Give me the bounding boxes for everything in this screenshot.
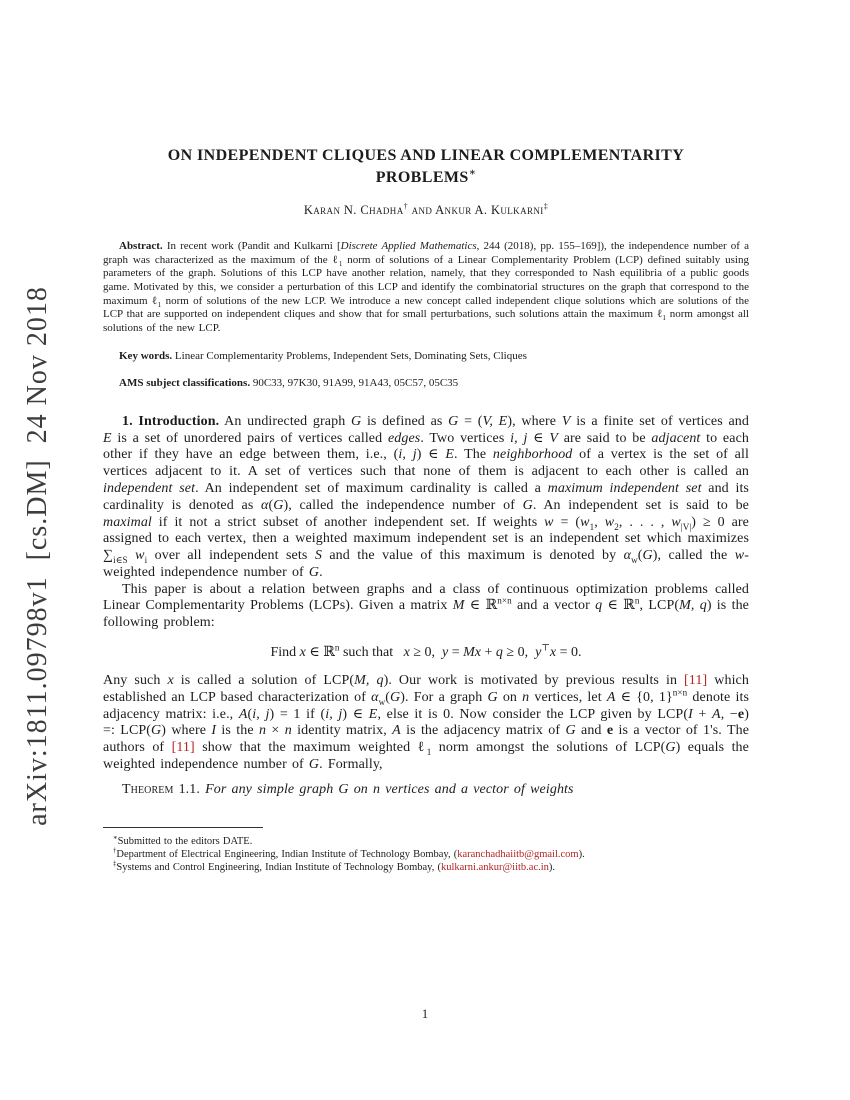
text-segment: is called a solution of LCP( xyxy=(173,673,355,689)
text-segment: adjacent xyxy=(651,430,701,446)
text-segment: ) ≥ 0 are assigned to each vertex, then a weighted maximum independent set is an independent set which maximizes ∑ xyxy=(103,514,749,564)
text-segment: Submitted to the editors DATE. xyxy=(117,835,253,847)
text-segment: ) =: LCP( xyxy=(103,706,749,739)
text-segment: n xyxy=(522,689,530,705)
footnote-author-1 xyxy=(103,848,749,861)
text-segment: y xyxy=(535,645,542,661)
text-segment: Key words. xyxy=(119,349,173,362)
text-segment: = ( xyxy=(553,514,581,530)
text-segment: G xyxy=(448,413,459,429)
text-segment: 2 xyxy=(614,521,619,532)
text-segment: neighborhood xyxy=(492,447,573,463)
text-segment: ( xyxy=(385,689,390,705)
text-segment: and xyxy=(575,723,607,739)
text-segment: ‡ xyxy=(543,202,549,212)
text-segment: . The xyxy=(454,447,493,463)
text-segment: = 0. xyxy=(556,645,582,661)
text-segment: I xyxy=(211,723,217,739)
text-segment: , else it is 0. Now consider the LCP given by LCP( xyxy=(377,706,689,722)
theorem-1-1-statement xyxy=(103,782,749,799)
text-segment: n xyxy=(259,723,267,739)
footnote-author-2 xyxy=(103,861,749,874)
text-segment: n xyxy=(284,723,292,739)
text-segment: show that the maximum weighted ℓ xyxy=(194,740,427,756)
text-segment: A xyxy=(392,723,401,739)
text-segment: w xyxy=(631,554,638,565)
text-segment: , 244 (2018), pp. 155–169]), the independence number of a graph was characterized as the maximum of the ℓ xyxy=(103,240,749,266)
text-segment: AMS subject classifications. xyxy=(119,376,251,389)
text-segment: and the value of this maximum is denoted by xyxy=(321,548,624,564)
text-segment: such that xyxy=(339,645,404,661)
text-segment: . xyxy=(319,564,323,580)
text-segment: is a finite set of vertices and xyxy=(570,413,749,429)
text-segment: G xyxy=(390,689,401,705)
text-segment: is defined as xyxy=(361,413,449,429)
text-segment: G xyxy=(565,723,576,739)
text-segment: of a vertex is the set of all vertices adjacent to it. A set of vertices such that none of them is adjacent to each other is called an xyxy=(103,447,749,480)
text-segment: An undirected graph xyxy=(219,413,352,429)
keywords-line xyxy=(103,349,749,363)
text-segment: q xyxy=(595,598,603,614)
text-segment: |V| xyxy=(680,521,692,532)
text-segment: 1 xyxy=(338,260,343,268)
text-segment: For any simple graph G on n vertices and a vector of weights xyxy=(199,781,574,797)
text-segment: . An independent set is said to be xyxy=(532,497,749,513)
text-segment: 1 xyxy=(589,521,595,532)
text-segment: x xyxy=(549,645,557,661)
text-segment: = ( xyxy=(458,413,483,429)
text-segment: w xyxy=(378,696,386,707)
text-segment: i, j xyxy=(398,447,417,463)
footnotes-section xyxy=(103,827,749,875)
text-segment: 1. Introduction. xyxy=(122,413,220,429)
text-segment: = xyxy=(448,645,464,661)
text-segment: i∈S xyxy=(113,554,128,565)
paper-title xyxy=(103,145,749,188)
text-segment: ), called the independence number of xyxy=(283,497,523,513)
text-segment: A xyxy=(606,689,616,705)
text-segment: n xyxy=(334,642,340,653)
text-segment: ). xyxy=(578,848,585,860)
text-segment: w xyxy=(671,514,681,530)
text-segment: G xyxy=(151,723,162,739)
text-segment: V, E xyxy=(482,413,508,429)
text-segment: , xyxy=(594,514,605,530)
text-segment: , . . . , xyxy=(618,514,672,530)
text-segment: independent set xyxy=(103,480,196,496)
text-segment: Karan N. Chadha xyxy=(303,203,404,218)
text-segment: M, q xyxy=(354,673,384,689)
text-segment: 90C33, 97K30, 91A99, 91A43, 05C57, 05C35 xyxy=(250,376,459,389)
text-segment: ON INDEPENDENT CLIQUES AND LINEAR COMPLEMENTARITY xyxy=(167,147,685,164)
text-segment: w xyxy=(580,514,590,530)
footnote-rule xyxy=(103,827,263,828)
text-segment: is a set of unordered pairs of vertices called xyxy=(111,430,388,446)
text-segment: and Ankur A. Kulkarni xyxy=(408,203,544,218)
text-segment: which established an LCP based characterization of xyxy=(103,673,749,705)
text-segment: S xyxy=(314,548,322,564)
intro-paragraph-2 xyxy=(103,582,749,632)
text-segment: † xyxy=(403,202,409,212)
text-segment: w xyxy=(734,548,745,564)
text-segment: identity matrix, xyxy=(291,723,393,739)
lcp-definition-equation xyxy=(103,644,749,661)
text-segment: . Two vertices xyxy=(420,430,511,446)
text-segment: ∗ xyxy=(113,834,118,842)
text-segment: G xyxy=(522,497,533,513)
text-segment: is the xyxy=(216,723,260,739)
abstract-paragraph xyxy=(103,240,749,335)
text-segment: is the adjacency matrix of xyxy=(400,723,566,739)
text-segment: × xyxy=(266,723,285,739)
text-segment: x xyxy=(299,645,306,661)
text-segment: A xyxy=(712,706,721,722)
text-segment: G xyxy=(642,548,653,564)
text-segment: ), where xyxy=(507,413,562,429)
text-segment: ). Our work is motivated by previous results in xyxy=(383,673,685,689)
text-segment: α xyxy=(371,689,379,705)
text-segment: . Formally, xyxy=(319,757,383,773)
text-segment: I xyxy=(688,706,693,722)
page-number: 1 xyxy=(421,1007,429,1021)
text-segment: are said to be xyxy=(557,430,652,446)
text-segment: Mx xyxy=(463,645,482,661)
text-segment: if it not a strict subset of another independent set. If weights xyxy=(151,514,545,530)
text-segment: ≥ 0, xyxy=(409,645,442,661)
text-segment: w xyxy=(544,514,554,530)
text-segment: Department of Electrical Engineering, Indian Institute of Technology Bombay, ( xyxy=(116,848,458,860)
text-segment: i, j xyxy=(510,430,528,446)
text-segment: 1 xyxy=(157,300,162,309)
text-segment: over all independent sets xyxy=(147,548,315,564)
text-segment: ). For a graph xyxy=(400,689,488,705)
text-segment: maximal xyxy=(103,514,152,530)
text-segment: + xyxy=(481,645,496,661)
link[interactable]: [11] xyxy=(171,740,195,756)
text-segment: maximum independent set xyxy=(547,480,702,496)
text-segment: n xyxy=(634,595,640,606)
text-segment: on xyxy=(497,689,523,705)
text-segment: V xyxy=(549,430,558,446)
text-segment: ∗ xyxy=(468,167,477,179)
link[interactable]: kulkarni.ankur@iitb.ac.in xyxy=(440,862,549,874)
text-segment: . An independent set of maximum cardinality is called a xyxy=(195,480,548,496)
text-segment: ), called the xyxy=(652,548,735,564)
text-segment: to each other if they have an edge between them, i.e., ( xyxy=(103,430,749,463)
text-segment: is a vector of 1's. The authors of xyxy=(103,723,750,756)
text-segment: 1 xyxy=(426,747,432,758)
text-segment: ) ∈ xyxy=(416,447,446,463)
text-segment: ( xyxy=(637,548,643,564)
text-segment: Systems and Control Engineering, Indian Institute of Technology Bombay, ( xyxy=(116,862,441,874)
text-segment: α xyxy=(261,497,269,513)
text-segment: Abstract. xyxy=(119,240,163,253)
text-segment: ) where xyxy=(161,723,212,739)
text-segment: norm amongst all solutions of the new LCP. xyxy=(103,308,749,334)
intro-paragraph-3 xyxy=(103,673,749,774)
text-segment: y xyxy=(442,645,449,661)
text-segment: E xyxy=(103,430,112,446)
text-segment: norm of solutions of a Linear Complementarity Problem (LCP) defined suitably using parameters of the graph. Solutions of this LCP have another relation, namely, that they corresponded to Nash equilibria of a public goods game. Motivated by this, we consider a perturbation of this LCP and identify the combinatorial structures on the graph that correspond to the maximum ℓ xyxy=(103,253,749,307)
text-segment: Linear Complementarity Problems, Independent Sets, Dominating Sets, Cliques xyxy=(172,349,527,362)
text-segment: ) ∈ xyxy=(342,706,369,722)
text-segment: G xyxy=(487,689,498,705)
text-segment: V xyxy=(561,413,571,429)
text-segment: † xyxy=(113,847,117,855)
text-segment: x xyxy=(403,645,410,661)
text-segment: Discrete Applied Mathematics xyxy=(340,240,477,253)
text-segment: i xyxy=(144,554,148,565)
text-segment: ). xyxy=(548,862,556,874)
paper-title-line1 xyxy=(103,145,749,167)
text-segment: ‡ xyxy=(113,860,117,868)
text-segment: , − xyxy=(720,706,738,722)
text-segment: ∈ ℝ xyxy=(464,598,498,614)
paper-content xyxy=(103,145,749,874)
text-segment: E xyxy=(445,447,455,463)
text-segment: q xyxy=(495,645,503,661)
text-segment: G xyxy=(665,740,676,756)
text-segment: ⊤ xyxy=(541,642,550,653)
text-segment: ∈ xyxy=(527,430,550,446)
text-segment: x xyxy=(167,673,174,689)
text-segment: ∈ ℝ xyxy=(602,598,635,614)
text-segment: M, q xyxy=(679,598,707,614)
link[interactable]: [11] xyxy=(684,673,708,689)
footnote-submitted xyxy=(103,835,749,848)
text-segment: G xyxy=(351,413,362,429)
text-segment: Any such xyxy=(103,673,168,689)
text-segment: -weighted independence number of xyxy=(103,548,749,580)
text-segment: norm amongst the solutions of LCP( xyxy=(431,740,666,756)
text-segment: w xyxy=(135,548,145,564)
text-segment: G xyxy=(273,497,284,513)
text-segment: 1 xyxy=(662,314,666,323)
intro-paragraph-1 xyxy=(103,414,749,582)
authors-line xyxy=(103,203,749,218)
text-segment: PROBLEMS xyxy=(375,168,469,186)
text-segment: ) = 1 if ( xyxy=(269,706,326,722)
text-segment: w xyxy=(604,514,615,530)
text-segment: α xyxy=(623,548,632,564)
text-segment: G xyxy=(308,757,320,773)
text-segment: Find xyxy=(270,645,300,661)
text-segment: Theorem 1.1. xyxy=(122,781,200,797)
text-segment: , LCP( xyxy=(639,598,680,614)
arxiv-watermark-text: arXiv:1811.09798v1 [cs.DM] 24 Nov 2018 xyxy=(22,286,53,826)
paper-title-line2 xyxy=(103,167,749,189)
text-segment: ( xyxy=(247,706,253,722)
text-segment: i, j xyxy=(252,706,270,722)
text-segment: vertices, let xyxy=(529,689,607,705)
text-segment: n×n xyxy=(497,595,512,606)
text-segment: ≥ 0, xyxy=(502,645,536,661)
text-segment: ) equals the weighted independence number of xyxy=(103,740,749,773)
text-segment: ) is the following problem: xyxy=(103,598,749,631)
text-segment: G xyxy=(308,564,320,580)
text-segment: edges xyxy=(387,430,421,446)
text-segment: n×n xyxy=(672,687,688,698)
text-segment: and its cardinality is denoted as xyxy=(103,480,749,513)
text-segment: e xyxy=(606,723,614,739)
text-segment: ∈ {0, 1} xyxy=(615,689,673,705)
text-segment: and a vector xyxy=(511,598,596,614)
text-segment: M xyxy=(452,598,465,614)
text-segment: ∈ ℝ xyxy=(305,645,335,661)
text-segment: ( xyxy=(268,497,274,513)
text-segment: i, j xyxy=(325,706,343,722)
ams-classifications-line xyxy=(103,376,749,390)
text-segment: + xyxy=(692,706,713,722)
text-segment: denote its adjacency matrix: i.e., xyxy=(103,689,749,722)
text-segment: In recent work (Pandit and Kulkarni [ xyxy=(162,240,341,253)
link[interactable]: karanchadhaiitb@gmail.com xyxy=(457,848,579,860)
text-segment: norm of solutions of the new LCP. We introduce a new concept called independent clique solutions which are solutions of the LCP that are supported on independent cliques and show that for small perturbations, such solutions attain the maximum ℓ xyxy=(103,294,749,321)
text-segment: e xyxy=(737,706,745,722)
text-segment: A xyxy=(238,706,248,722)
text-segment: E xyxy=(368,706,378,722)
text-segment: This paper is about a relation between graphs and a class of continuous optimization problems called Linear Complementarity Problems (LCPs). Given a matrix xyxy=(103,581,749,614)
